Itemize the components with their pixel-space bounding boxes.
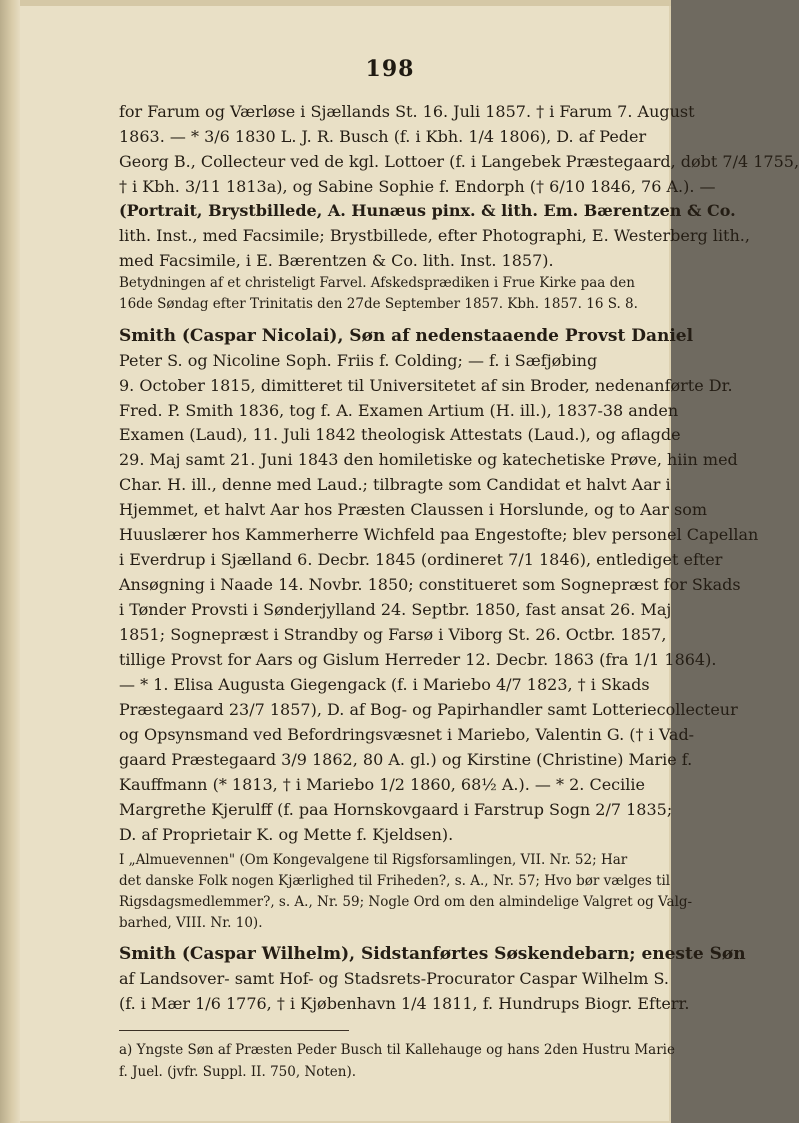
text-line: (Portrait, Brystbillede, A. Hunæus pinx. & lith. Em. Bærentzen & Co. — [119, 201, 736, 220]
text-line: Georg B., Collecteur ved de kgl. Lottoer (f. i Langebek Præstegaard, døbt 7/4 1755, — [119, 152, 799, 171]
text-line: og Opsynsmand ved Befordringsvæsnet i Mariebo, Valentin G. († i Vad- — [119, 725, 695, 744]
text-line: Præstegaard 23/7 1857), D. af Bog- og Papirhandler samt Lotteriecollecteur — [119, 700, 738, 719]
page-number: 198 — [365, 56, 415, 82]
text-line: det danske Folk nogen Kjærlighed til Friheden?, s. A., Nr. 57; Hvo bør vælges til — [119, 873, 671, 889]
text-line: Rigsdagsmedlemmer?, s. A., Nr. 59; Nogle Ord om den almindelige Valgret og Valg- — [119, 894, 693, 910]
text-line: Char. H. ill., denne med Laud.; tilbragte som Candidat et halvt Aar i — [119, 475, 671, 494]
text-line: i Tønder Provsti i Sønderjylland 24. Septbr. 1850, fast ansat 26. Maj — [119, 600, 672, 619]
entry-heading: Smith (Caspar Nicolai), Søn af nedenstaaende Provst Daniel — [119, 326, 694, 346]
text-line: Examen (Laud), 11. Juli 1842 theologisk Attestats (Laud.), og aflagde — [119, 425, 681, 444]
text-line: barhed, VIII. Nr. 10). — [119, 915, 263, 931]
text-line: Ansøgning i Naade 14. Novbr. 1850; constitueret som Sognepræst for Skads — [119, 575, 741, 594]
text-line: Hjemmet, et halvt Aar hos Præsten Claussen i Horslunde, og to Aar som — [119, 500, 708, 519]
footnote-rule — [119, 1030, 349, 1031]
text-line: af Landsover- samt Hof- og Stadsrets-Procurator Caspar Wilhelm S. — [119, 969, 669, 988]
text-line: med Facsimile, i E. Bærentzen & Co. lith. Inst. 1857). — [119, 251, 554, 270]
text-line: Peter S. og Nicoline Soph. Friis f. Colding; — f. i Sæfjøbing — [119, 351, 598, 370]
text-line: for Farum og Værløse i Sjællands St. 16. Juli 1857. † i Farum 7. August — [119, 102, 695, 121]
text-line: 1851; Sognepræst i Strandby og Farsø i Viborg St. 26. Octbr. 1857, — [119, 625, 667, 644]
text-line: Betydningen af et christeligt Farvel. Afskedsprædiken i Frue Kirke paa den — [119, 275, 635, 291]
entry-heading: Smith (Caspar Wilhelm), Sidstanførtes Søskendebarn; eneste Søn — [119, 944, 746, 964]
text-line: D. af Proprietair K. og Mette f. Kjeldsen). — [119, 825, 454, 844]
text-line: † i Kbh. 3/11 1813a), og Sabine Sophie f. Endorph († 6/10 1846, 76 A.). — — [119, 177, 716, 196]
text-line: Kauffmann (* 1813, † i Mariebo 1/2 1860, 68½ A.). — * 2. Cecilie — [119, 775, 645, 794]
text-line: lith. Inst., med Facsimile; Brystbillede, efter Photographi, E. Westerberg lith., — [119, 226, 750, 245]
text-line: 29. Maj samt 21. Juni 1843 den homiletiske og katechetiske Prøve, hiin med — [119, 450, 738, 469]
text-line: gaard Præstegaard 3/9 1862, 80 A. gl.) og Kirstine (Christine) Marie f. — [119, 750, 693, 769]
footnote-line: a) Yngste Søn af Præsten Peder Busch til Kallehauge og hans 2den Hustru Marie — [119, 1042, 675, 1058]
text-line: I „Almuevennen" (Om Kongevalgene til Rigsforsamlingen, VII. Nr. 52; Har — [119, 852, 628, 868]
text-line: 16de Søndag efter Trinitatis den 27de September 1857. Kbh. 1857. 16 S. 8. — [119, 296, 638, 312]
text-line: (f. i Mær 1/6 1776, † i Kjøbenhavn 1/4 1811, f. Hundrups Biogr. Efterr. — [119, 994, 690, 1013]
page-top-edge — [20, 0, 671, 6]
text-line: i Everdrup i Sjælland 6. Decbr. 1845 (ordineret 7/1 1846), entlediget efter — [119, 550, 723, 569]
text-line: 9. October 1815, dimitteret til Universitetet af sin Broder, nedenanførte Dr. — [119, 376, 733, 395]
text-line: tillige Provst for Aars og Gislum Herreder 12. Decbr. 1863 (fra 1/1 1864). — [119, 650, 717, 669]
text-line: Huuslærer hos Kammerherre Wichfeld paa Engestofte; blev personel Capellan — [119, 525, 759, 544]
text-line: Margrethe Kjerulff (f. paa Hornskovgaard i Farstrup Sogn 2/7 1835; — [119, 800, 673, 819]
text-line: — * 1. Elisa Augusta Giegengack (f. i Mariebo 4/7 1823, † i Skads — [119, 675, 650, 694]
text-line: Fred. P. Smith 1836, tog f. A. Examen Artium (H. ill.), 1837-38 anden — [119, 401, 679, 420]
footnote-line: f. Juel. (jvfr. Suppl. II. 750, Noten). — [119, 1064, 357, 1080]
text-line: 1863. — * 3/6 1830 L. J. R. Busch (f. i Kbh. 1/4 1806), D. af Peder — [119, 127, 647, 146]
book-gutter — [0, 0, 20, 1123]
